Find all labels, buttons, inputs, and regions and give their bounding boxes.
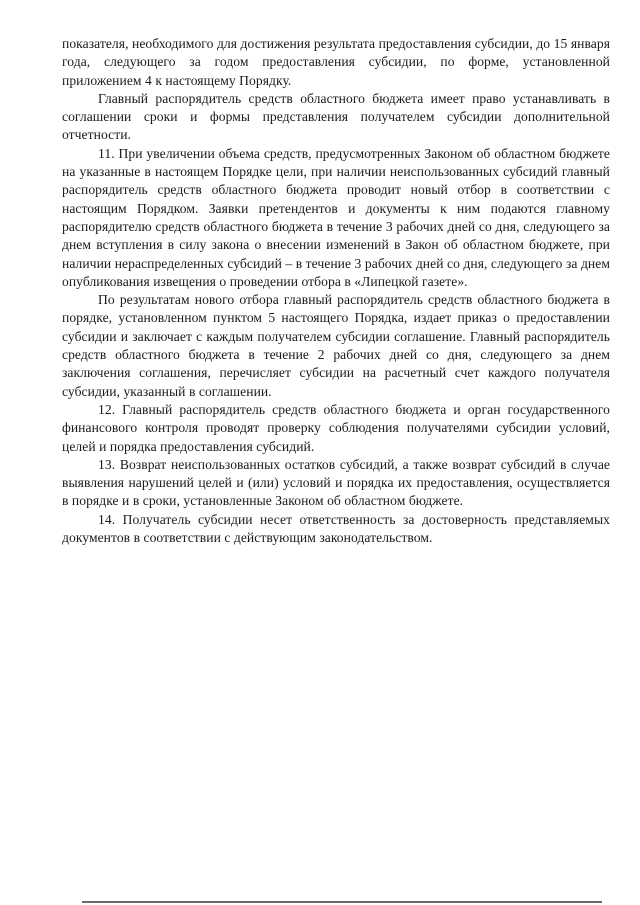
paragraph-clause-12: 12. Главный распорядитель средств областного бюджета и орган государственного финансового контроля проводят проверку соблюдения получателями субсидии условий, целей и порядка предоставления субсидий. (62, 401, 610, 454)
paragraph-clause-11: 11. При увеличении объема средств, предусмотренных Законом об областном бюджете на указанные в настоящем Порядке цели, при наличии неиспользованных субсидий главный распорядитель средств областного бюджета проводит новый отбор в соответствии с настоящим Порядком. Заявки претендентов и документы к ним подаются главному распорядителю средств областного бюджета в течение 3 рабочих дней со дня, следующего за днем вступления в силу закона о внесении изменений в Закон об областном бюджете, при наличии нераспределенных субсидий – в течение 3 рабочих дней со дня, следующего за днем опубликования извещения о проведении отбора в «Липецкой газете». (62, 145, 610, 289)
paragraph-new-selection-results: По результатам нового отбора главный распорядитель средств областного бюджета в порядке, установленном пунктом 5 настоящего Порядка, издает приказ о предоставлении субсидии и заключает с каждым получателем субсидии соглашение. Главный распорядитель средств областного бюджета в течение 2 рабочих дней со дня, следующего за днем заключения соглашения, перечисляет субсидии на расчетный счет каждого получателя субсидии, указанный в соглашении. (62, 292, 610, 399)
page-bottom-divider (82, 901, 602, 903)
paragraph-clause-13: 13. Возврат неиспользованных остатков субсидий, а также возврат субсидий в случае выявления нарушений целей и (или) условий и порядка их предоставления, осуществляется в порядке и в сроки, установленные Законом об областном бюджете. (62, 456, 610, 509)
paragraph-clause-14: 14. Получатель субсидии несет ответственность за достоверность представляемых документов в соответствии с действующим законодательством. (62, 511, 610, 546)
document-body (62, 35, 610, 547)
paragraph-continuation: показателя, необходимого для достижения результата предоставления субсидии, до 15 января года, следующего за годом предоставления субсидии, по форме, установленной приложением 4 к настоящему Порядку. (62, 36, 610, 88)
paragraph-reporting-terms: Главный распорядитель средств областного бюджета имеет право устанавливать в соглашении сроки и формы представления получателем субсидии дополнительной отчетности. (62, 90, 610, 143)
